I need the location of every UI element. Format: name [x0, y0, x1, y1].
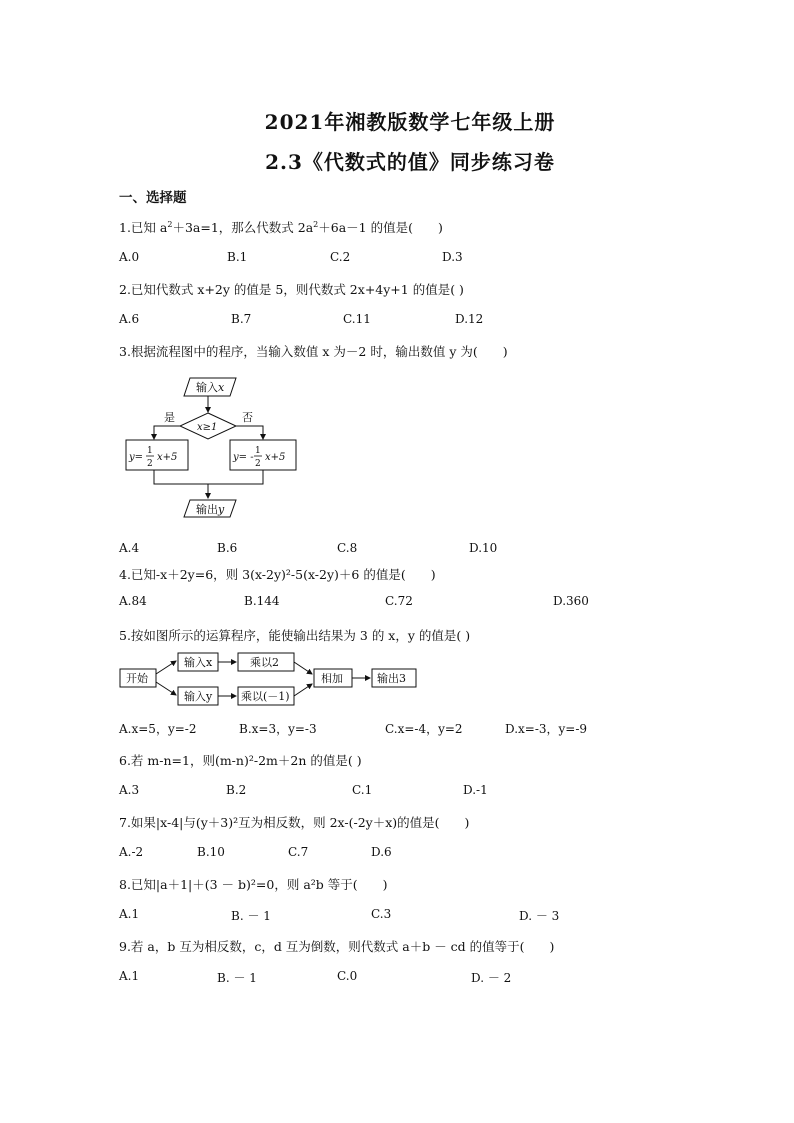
- question-5: 5.按如图所示的运算程序，能使输出结果为 3 的 x，y 的值是( ): [119, 628, 471, 643]
- option-1b[interactable]: B.1: [227, 250, 248, 264]
- option-9a[interactable]: A.1: [119, 969, 140, 983]
- option-5d[interactable]: D.x=-3，y=-9: [505, 722, 588, 736]
- svg-text:输入y: 输入y: [184, 690, 213, 703]
- option-6d[interactable]: D.-1: [463, 783, 488, 797]
- option-7a[interactable]: A.-2: [119, 845, 144, 859]
- option-3c[interactable]: C.8: [337, 541, 358, 555]
- option-3d[interactable]: D.10: [469, 541, 498, 555]
- option-6b[interactable]: B.2: [226, 783, 247, 797]
- option-4a[interactable]: A.84: [119, 594, 147, 608]
- question-8: 8.已知|a＋1|＋(3 － b)²=0，则 a²b 等于( ): [119, 877, 388, 892]
- option-2c[interactable]: C.11: [343, 312, 371, 326]
- question-7: 7.如果|x-4|与(y＋3)²互为相反数，则 2x-(-2y＋x)的值是( ): [119, 815, 470, 830]
- option-2a[interactable]: A.6: [119, 312, 140, 326]
- option-3a[interactable]: A.4: [119, 541, 140, 555]
- svg-text:2: 2: [255, 459, 261, 469]
- option-7c[interactable]: C.7: [288, 845, 309, 859]
- svg-text:y= -: y= -: [233, 452, 254, 463]
- option-8a[interactable]: A.1: [119, 907, 140, 921]
- flowchart-q5: [118, 650, 428, 708]
- yes-label: 是: [164, 411, 175, 424]
- option-3b[interactable]: B.6: [217, 541, 238, 555]
- option-6a[interactable]: A.3: [119, 783, 140, 797]
- output-label: 输出: [196, 503, 218, 516]
- no-label: 否: [242, 411, 253, 424]
- option-4d[interactable]: D.360: [553, 594, 589, 608]
- svg-text:x: x: [218, 381, 225, 394]
- question-2: 2.已知代数式 x+2y 的值是 5，则代数式 2x+4y+1 的值是( ): [119, 282, 464, 297]
- option-4c[interactable]: C.72: [385, 594, 413, 608]
- option-8c[interactable]: C.3: [371, 907, 392, 921]
- svg-text:2: 2: [147, 459, 153, 469]
- svg-text:y: y: [218, 503, 225, 516]
- svg-text:x+5: x+5: [265, 452, 286, 463]
- option-7d[interactable]: D.6: [371, 845, 392, 859]
- svg-text:1: 1: [147, 446, 153, 456]
- option-8b[interactable]: B. － 1: [231, 909, 271, 923]
- option-2d[interactable]: D.12: [455, 312, 484, 326]
- svg-text:输入x: 输入x: [184, 656, 213, 669]
- question-9: 9.若 a，b 互为相反数，c，d 互为倒数，则代数式 a＋b － cd 的值等于( ): [119, 939, 555, 954]
- option-7b[interactable]: B.10: [197, 845, 225, 859]
- document-title: 2021年湘教版数学七年级上册: [264, 110, 556, 134]
- svg-text:x+5: x+5: [157, 452, 178, 463]
- option-2b[interactable]: B.7: [231, 312, 252, 326]
- option-5b[interactable]: B.x=3，y=-3: [239, 722, 317, 736]
- option-5a[interactable]: A.x=5，y=-2: [119, 722, 197, 736]
- option-1c[interactable]: C.2: [330, 250, 351, 264]
- svg-text:乘以2: 乘以2: [250, 656, 279, 669]
- option-4b[interactable]: B.144: [244, 594, 280, 608]
- option-9d[interactable]: D. － 2: [471, 971, 512, 985]
- question-1: 1.已知 $a^2+3a=1$，那么代数式 $2a^2+6a-1$ 的值是( ): [119, 219, 443, 235]
- flowchart-q3: [120, 372, 310, 522]
- question-4: 4.已知-x＋2y=6，则 3(x-2y)²-5(x-2y)＋6 的值是( ): [119, 567, 436, 582]
- option-9b[interactable]: B. － 1: [217, 971, 257, 985]
- section-heading: 一、选择题: [119, 190, 187, 206]
- svg-text:相加: 相加: [321, 672, 343, 685]
- svg-text:1: 1: [255, 446, 261, 456]
- option-5c[interactable]: C.x=-4，y=2: [385, 722, 463, 736]
- input-label: 输入: [196, 381, 218, 394]
- condition-label: x≥1: [197, 422, 218, 433]
- option-1d[interactable]: D.3: [442, 250, 463, 264]
- svg-text:乘以(－1): 乘以(－1): [241, 690, 290, 703]
- question-6: 6.若 m-n=1，则(m-n)²-2m＋2n 的值是( ): [119, 753, 362, 768]
- svg-text:y=: y=: [129, 452, 144, 463]
- document-subtitle: 2.3《代数式的值》同步练习卷: [265, 150, 555, 174]
- svg-text:输出3: 输出3: [377, 672, 406, 685]
- option-6c[interactable]: C.1: [352, 783, 373, 797]
- question-3: 3.根据流程图中的程序，当输入数值 x 为－2 时，输出数值 y 为( ): [119, 344, 508, 359]
- svg-text:开始: 开始: [126, 672, 148, 685]
- option-8d[interactable]: D. － 3: [519, 909, 560, 923]
- option-9c[interactable]: C.0: [337, 969, 358, 983]
- option-1a[interactable]: A.0: [119, 250, 140, 264]
